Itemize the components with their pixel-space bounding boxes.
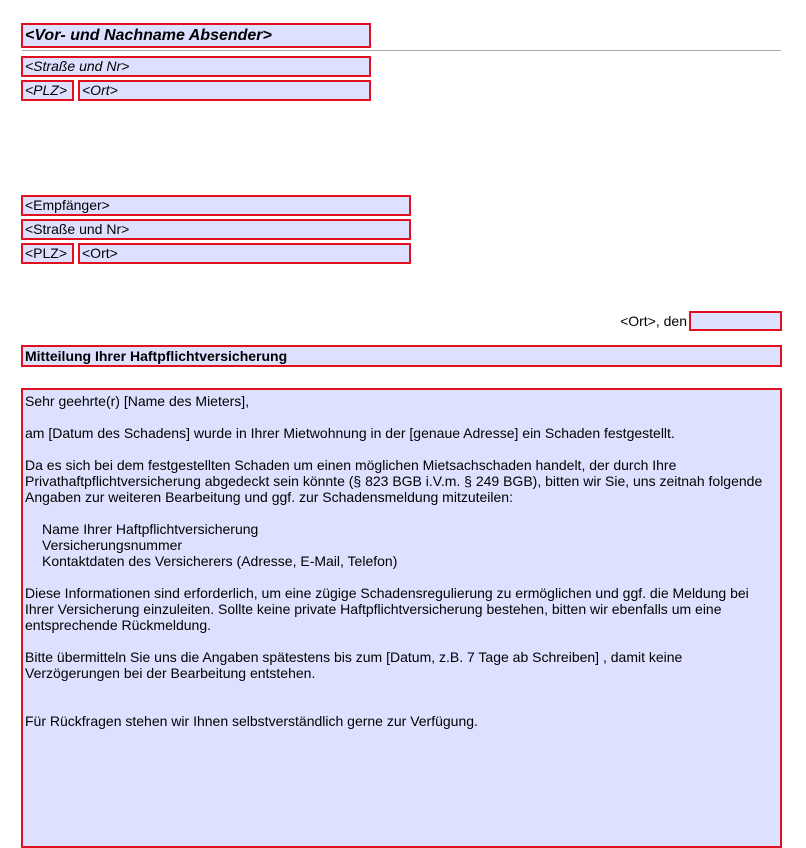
letter-paragraph-3: Diese Informationen sind erforderlich, um eine zügige Schadensregulierung zu ermöglichen und ggf. die Meldung bei Ihrer Versicherung einzuleiten. Sollte keine private Haftpflichtversicherung bestehen, bitten wir ebenfalls um eine entsprechende Rückmeldung.	[25, 585, 749, 633]
sender-city-field[interactable]: <Ort>	[78, 80, 371, 101]
letter-closing: Für Rückfragen stehen wir Ihnen selbstverständlich gerne zur Verfügung.	[25, 713, 478, 729]
subject-field[interactable]: Mitteilung Ihrer Haftpflichtversicherung	[21, 345, 782, 367]
spacer	[25, 697, 778, 713]
date-place-label: <Ort>, den	[620, 313, 687, 329]
letter-paragraph-2: Da es sich bei dem festgestellten Schaden um einen möglichen Mietsachschaden handelt, der durch Ihre Privathaftpflichtversicherung abgedeckt sein könnte (§ 823 BGB i.V.m. § 249 BGB), bitten wir Sie, uns zeitnah folgende Angaben zur weiteren Bearbeitung und ggf. zur Schadensmeldung mitzuteilen:	[25, 457, 763, 505]
letter-paragraph-4: Bitte übermitteln Sie uns die Angaben spätestens bis zum [Datum, z.B. 7 Tage ab Schreiben] , damit keine Verzögerungen bei der Bearbeitung entstehen.	[25, 649, 683, 681]
date-field[interactable]	[689, 311, 782, 331]
sender-zip-field[interactable]: <PLZ>	[21, 80, 74, 101]
sender-separator-line	[22, 50, 781, 51]
list-item: Kontaktdaten des Versicherers (Adresse, E-Mail, Telefon)	[42, 553, 398, 569]
sender-name-field[interactable]: <Vor- und Nachname Absender>	[21, 23, 371, 48]
recipient-zip-field[interactable]: <PLZ>	[21, 243, 74, 264]
letter-body-field[interactable]	[21, 388, 782, 848]
list-item: Versicherungsnummer	[42, 537, 183, 553]
letter-salutation: Sehr geehrte(r) [Name des Mieters],	[25, 393, 250, 409]
recipient-name-field[interactable]: <Empfänger>	[21, 195, 411, 216]
list-item: Name Ihrer Haftpflichtversicherung	[42, 521, 259, 537]
letter-paragraph-1: am [Datum des Schadens] wurde in Ihrer Mietwohnung in der [genaue Adresse] ein Schaden festgestellt.	[25, 425, 675, 441]
requested-info-list	[25, 521, 778, 569]
recipient-city-field[interactable]: <Ort>	[78, 243, 411, 264]
recipient-street-field[interactable]: <Straße und Nr>	[21, 219, 411, 240]
sender-street-field[interactable]: <Straße und Nr>	[21, 56, 371, 77]
